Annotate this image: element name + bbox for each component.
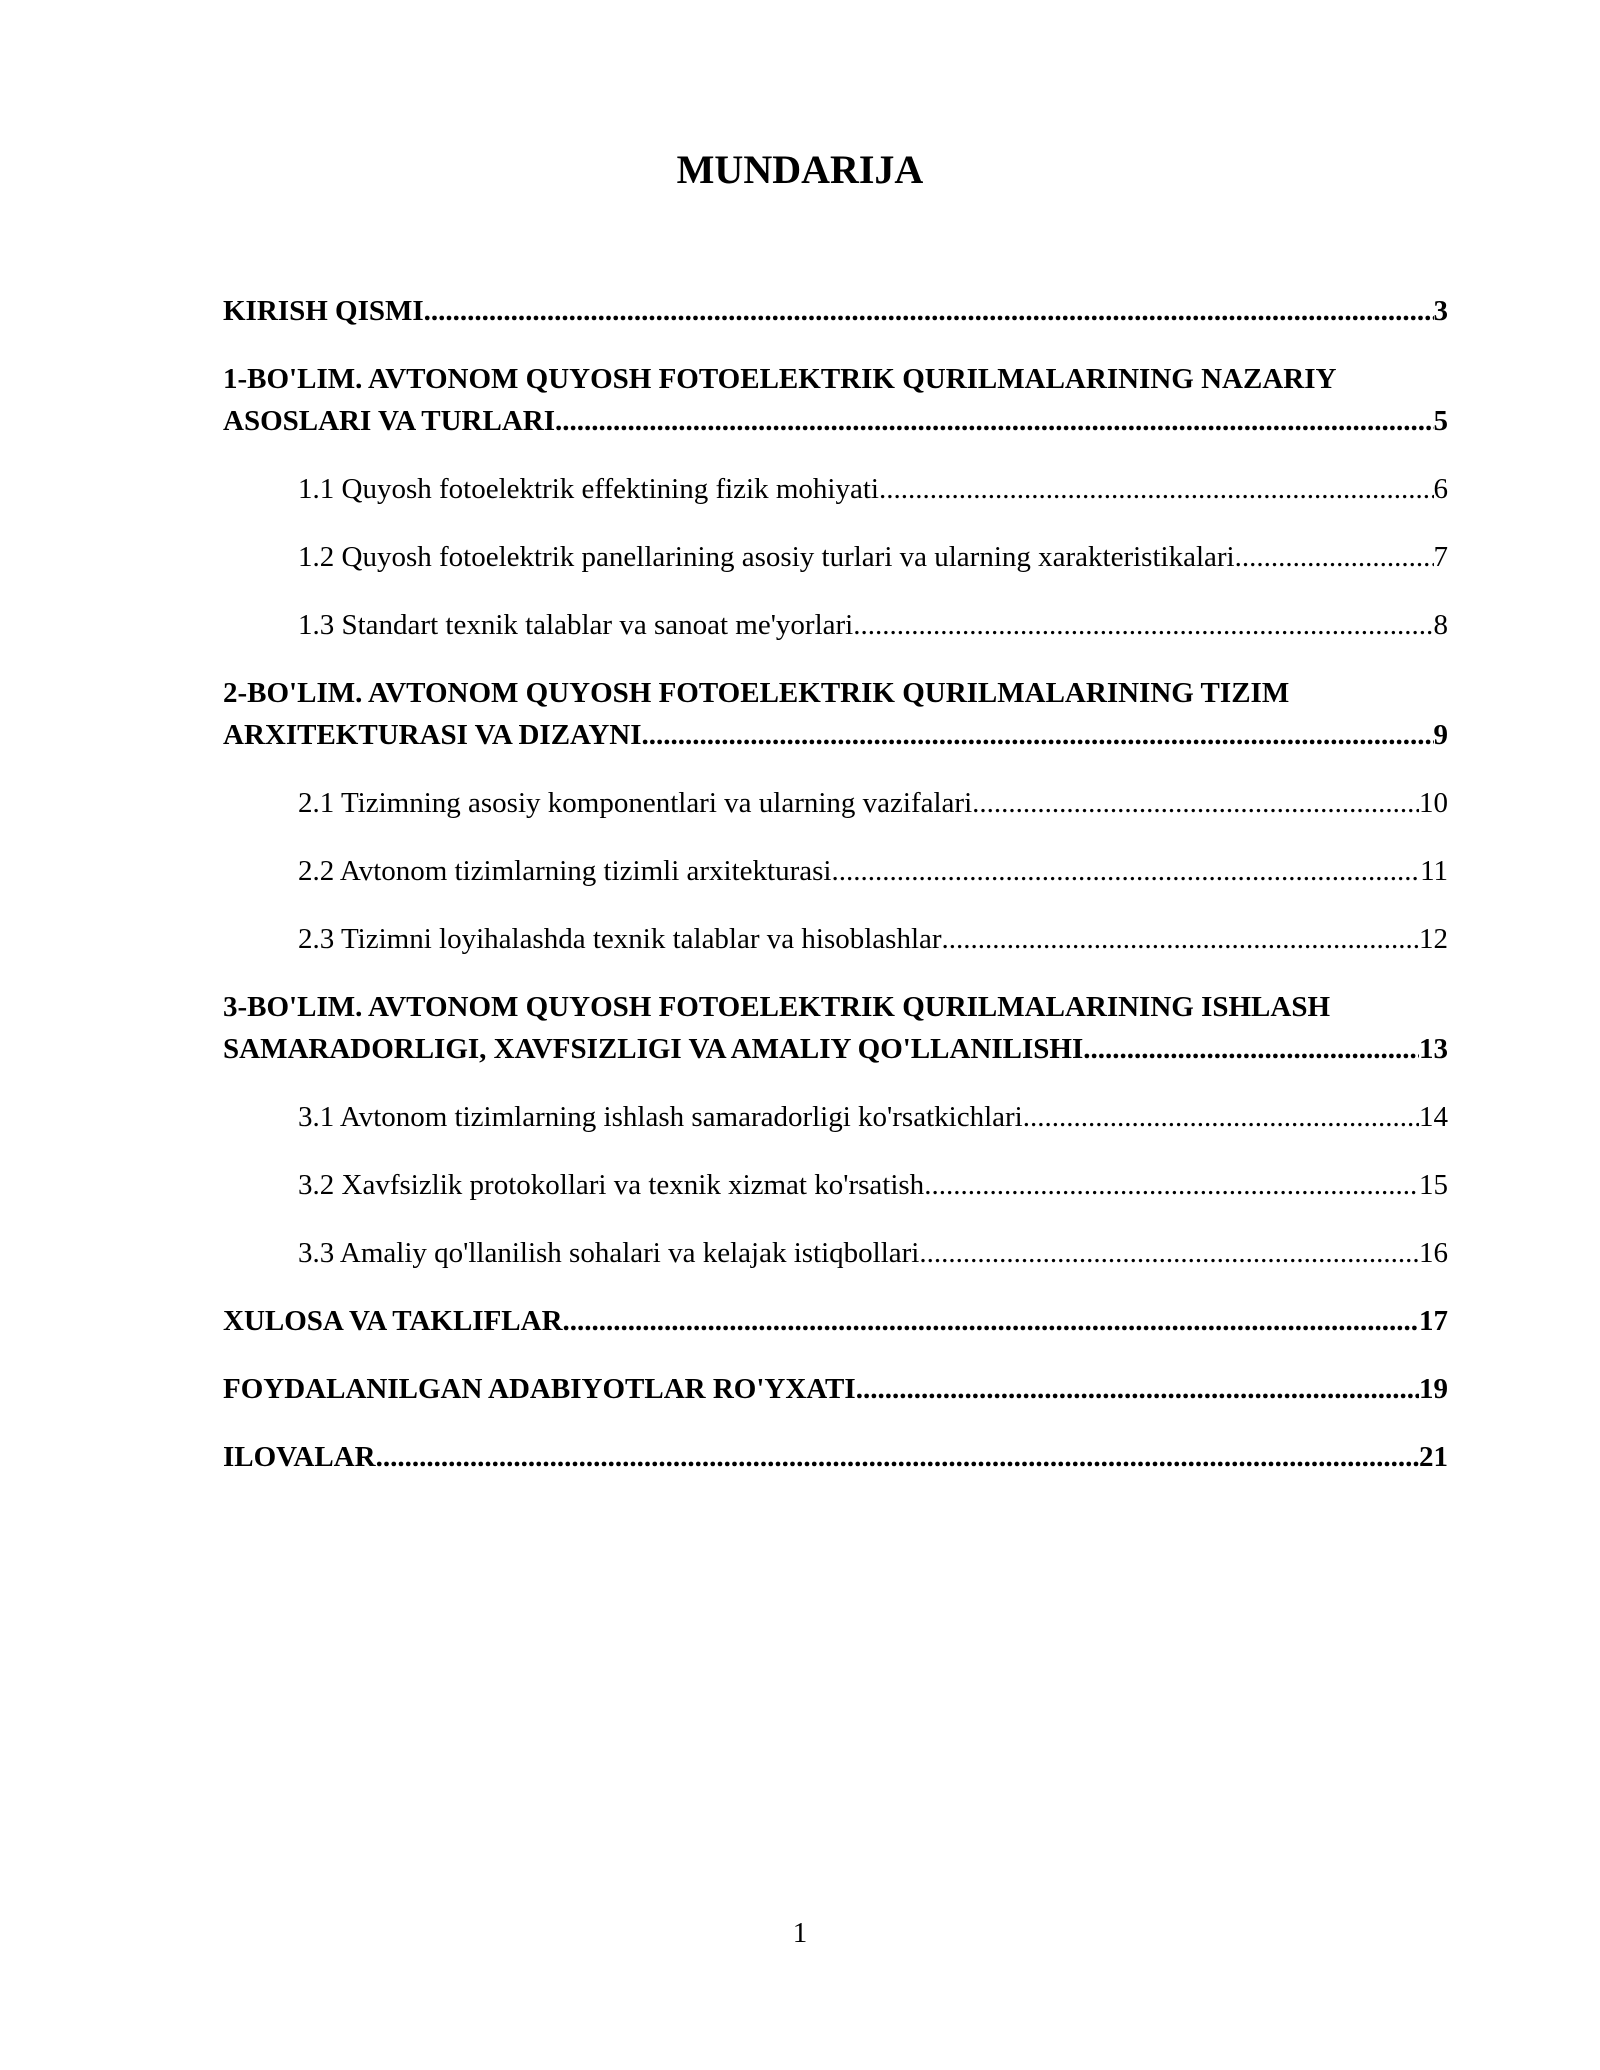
toc-entry[interactable] [223,604,1448,646]
toc-entry[interactable] [223,1164,1448,1206]
page-title: MUNDARIJA [676,147,924,192]
toc-leader-row [223,1368,1448,1410]
dot-leader [1235,536,1434,578]
toc-page-number: 16 [1419,1237,1448,1269]
toc-entry-label: 2.3 Tizimni loyihalashda texnik talablar va hisoblashlar [298,923,942,955]
dot-leader [424,290,1434,332]
dot-leader [924,1164,1419,1206]
toc-page-number: 21 [1419,1441,1448,1473]
toc-entry-label: 3-BO'LIM. AVTONOM QUYOSH FOTOELEKTRIK QURILMALARINING ISHLASH [223,991,1331,1023]
toc-entry[interactable] [223,1300,1448,1342]
toc-entry-label: 3.3 Amaliy qo'llanilish sohalari va kelajak istiqbollari [298,1237,920,1269]
toc-page-number: 12 [1419,923,1448,955]
toc-entry-label: ARXITEKTURASI VA DIZAYNI [223,719,642,751]
toc-leader-row [223,1028,1448,1070]
toc-entry-label: 1.3 Standart texnik talablar va sanoat me'yorlari [298,609,854,641]
toc-entry-label: 3.2 Xavfsizlik protokollari va texnik xizmat ko'rsatish [298,1169,925,1201]
toc-leader-row [298,1096,1448,1138]
toc-leader-row [298,468,1448,510]
toc-entry-label: FOYDALANILGAN ADABIYOTLAR RO'YXATI [223,1373,856,1405]
toc-page-number: 5 [1433,405,1448,437]
toc-page-number: 11 [1420,855,1448,887]
toc-entry-label: 1-BO'LIM. AVTONOM QUYOSH FOTOELEKTRIK QURILMALARINING NAZARIY [223,363,1337,395]
toc-leader-row [298,604,1448,646]
toc-page-number: 15 [1419,1169,1448,1201]
toc-entry-label: 1.1 Quyosh fotoelektrik effektining fizik mohiyati [298,473,879,505]
toc-entry-label: XULOSA VA TAKLIFLAR [223,1305,563,1337]
toc-page-number: 10 [1419,787,1448,819]
toc-entry-label: ASOSLARI VA TURLARI [223,405,556,437]
toc-leader-row [298,782,1448,824]
toc-page-number: 13 [1419,1033,1448,1065]
dot-leader [642,714,1434,756]
dot-leader [972,782,1419,824]
toc-leader-row [223,1300,1448,1342]
toc-entry-label: SAMARADORLIGI, XAVFSIZLIGI VA AMALIY QO'LLANILISHI [223,1033,1084,1065]
toc-entry[interactable] [223,1368,1448,1410]
toc-entry[interactable] [223,290,1448,332]
toc-page-number: 17 [1419,1305,1448,1337]
toc-leader-row [223,714,1448,756]
toc-page-number: 9 [1433,719,1448,751]
toc-entry-label: 3.1 Avtonom tizimlarning ishlash samaradorligi ko'rsatkichlari [298,1101,1023,1133]
toc-leader-row [298,536,1448,578]
toc-entry-label: ILOVALAR [223,1441,376,1473]
toc-entry-label: 1.2 Quyosh fotoelektrik panellarining asosiy turlari va ularning xarakteristikalari [298,541,1235,573]
toc-leader-row [223,1436,1448,1478]
dot-leader [563,1300,1419,1342]
dot-leader [1023,1096,1419,1138]
dot-leader [919,1232,1419,1274]
dot-leader [942,918,1419,960]
toc-page-number: 6 [1433,473,1448,505]
toc-entry[interactable] [223,782,1448,824]
dot-leader [879,468,1434,510]
toc-entry[interactable] [223,468,1448,510]
toc-leader-row [298,1232,1448,1274]
toc-entry-label: KIRISH QISMI [223,295,424,327]
toc-entry-label: 2.1 Tizimning asosiy komponentlari va ularning vazifalari [298,787,973,819]
dot-leader [853,604,1433,646]
toc-entry-label: 2.2 Avtonom tizimlarning tizimli arxitekturasi [298,855,832,887]
toc-leader-row [298,918,1448,960]
table-of-contents [223,290,1448,1478]
dot-leader [856,1368,1419,1410]
toc-entry-label: 2-BO'LIM. AVTONOM QUYOSH FOTOELEKTRIK QURILMALARINING TIZIM [223,677,1290,709]
toc-entry[interactable] [223,358,1448,442]
toc-page-number: 3 [1433,295,1448,327]
toc-entry[interactable] [223,536,1448,578]
toc-entry[interactable] [223,918,1448,960]
dot-leader [555,400,1433,442]
dot-leader [1083,1028,1419,1070]
toc-leader-row [298,1164,1448,1206]
toc-entry[interactable] [223,672,1448,756]
toc-page-number: 8 [1433,609,1448,641]
page-number: 1 [792,1917,808,1949]
dot-leader [376,1436,1419,1478]
toc-page-number: 19 [1419,1373,1448,1405]
toc-entry[interactable] [223,1096,1448,1138]
toc-entry[interactable] [223,850,1448,892]
dot-leader [831,850,1420,892]
toc-entry[interactable] [223,986,1448,1070]
toc-entry[interactable] [223,1436,1448,1478]
toc-leader-row [223,290,1448,332]
toc-leader-row [298,850,1448,892]
toc-entry[interactable] [223,1232,1448,1274]
toc-leader-row [223,400,1448,442]
toc-page-number: 14 [1419,1101,1448,1133]
toc-page-number: 7 [1433,541,1448,573]
